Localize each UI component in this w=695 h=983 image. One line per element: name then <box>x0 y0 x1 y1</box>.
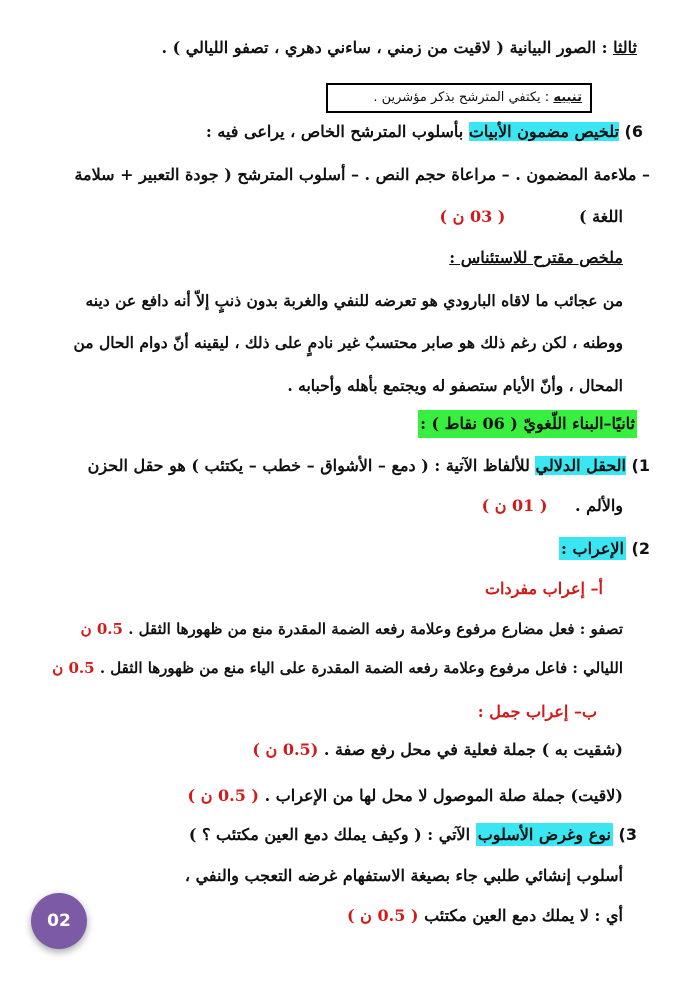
question-6-text: بأسلوب المترشح الخاص ، يراعى فيه : <box>205 122 469 141</box>
iraab-word-2-points: 0.5 ن <box>52 659 95 677</box>
question-3-answer-1: أسلوب إنشائي طلبي جاء بصيغة الاستفهام غرضه التعجب والنفي ، <box>184 866 623 885</box>
question-3-answer-2-points: ( 0.5 ن ) <box>347 906 419 925</box>
summary-heading: ملخص مقترح للاستئناس : <box>449 248 623 267</box>
summary-line-1: من عجائب ما لاقاه البارودي هو تعرضه للنفي والغربة بدون ذنبٍ إلاّ أنه دافع عن دينه <box>85 291 623 310</box>
question-6-highlight: تلخيص مضمون الأبيات <box>468 122 619 141</box>
question-3-answer-2 <box>347 904 623 928</box>
question-6-line <box>206 120 643 144</box>
iraab-word-1-text: تصفو : فعل مضارع مرفوع وعلامة رفعه الضمة المقدرة منع من ظهورها الثقل . <box>128 620 623 638</box>
note-box <box>326 83 592 113</box>
question-3-answer-2-text: أي : لا يملك دمع العين مكتئب <box>424 906 623 925</box>
iraab-word-2-text: الليالي : فاعل مرفوع وعلامة رفعه الضمة المقدرة على الياء منع من ظهورها الثقل . <box>99 659 623 677</box>
note-label: تنبيه <box>553 90 582 105</box>
question-3-line <box>189 823 637 847</box>
iraab-sentence-2-points: ( 0.5 ن ) <box>187 786 259 805</box>
question-2-highlight: الإعراب : <box>561 539 624 558</box>
question-1-number: 1) <box>631 456 650 475</box>
iraab-word-2 <box>52 656 623 680</box>
iraab-sentence-1-text: (شقيت به ) جملة فعلية في محل رفع صفة . <box>323 740 623 759</box>
question-6-number: 6) <box>624 122 643 141</box>
criteria-line-1: – ملاءمة المضمون . – مراعاة حجم النص . – أسلوب المترشح ( جودة التعبير + سلامة <box>74 165 650 184</box>
question-1-line <box>88 454 650 478</box>
iraab-sentence-2 <box>188 784 623 808</box>
iraab-words-heading: أ– إعراب مفردات <box>484 579 603 598</box>
section-3-label: ثالثا <box>613 38 637 57</box>
criteria-line-2 <box>439 205 623 229</box>
section-3-text: : الصور البيانية ( لاقيت من زمني ، ساءني دهري ، تصفو الليالي ) . <box>161 38 614 57</box>
criteria-line-2-text: اللغة ) <box>578 207 623 226</box>
page-number-badge <box>31 893 87 949</box>
question-1-line-2 <box>482 494 623 518</box>
iraab-sentence-2-text: (لاقيت) جملة صلة الموصول لا محل لها من الإعراب . <box>264 786 623 805</box>
iraab-sentences-heading: ب– إعراب جمل : <box>477 702 597 721</box>
summary-line-3: المحال ، وأنّ الأيام ستصفو له ويجتمع بأهله وأحبابه . <box>287 376 623 395</box>
section-3-line <box>161 36 637 60</box>
question-1-points: ( 01 ن ) <box>481 496 548 515</box>
part-2-heading: ثانيًا–البناء اللّغويّ ( 06 نقاط ) : <box>418 410 637 438</box>
note-text: : يكتفي المترشح بذكر مؤشرين . <box>373 90 554 105</box>
question-1-text: للألفاظ الآتية : ( دمع – الأشواق – خطب – يكتئب ) هو حقل الحزن <box>87 456 536 475</box>
question-2-number: 2) <box>631 539 650 558</box>
question-1-highlight: الحقل الدلالي <box>535 456 626 475</box>
iraab-word-1-points: 0.5 ن <box>80 620 123 638</box>
iraab-sentence-1-points: (0.5 ن ) <box>252 740 319 759</box>
question-3-text: الآتي : ( وكيف يملك دمع العين مكتئب ؟ ) <box>188 825 476 844</box>
page-number: 02 <box>47 911 71 931</box>
question-2-line <box>559 537 650 561</box>
question-3-highlight: نوع وغرض الأسلوب <box>477 825 611 844</box>
criteria-points: ( 03 ن ) <box>439 207 506 226</box>
iraab-word-1 <box>81 617 623 641</box>
iraab-sentence-1 <box>252 738 623 762</box>
question-3-number: 3) <box>618 825 637 844</box>
summary-line-2: ووطنه ، لكن رغم ذلك هو صابر محتسبٌ غير نادمٍ على ذلك ، ليقينه أنّ دوام الحال من <box>73 333 623 352</box>
question-1-line-2-text: والألم . <box>575 496 623 515</box>
